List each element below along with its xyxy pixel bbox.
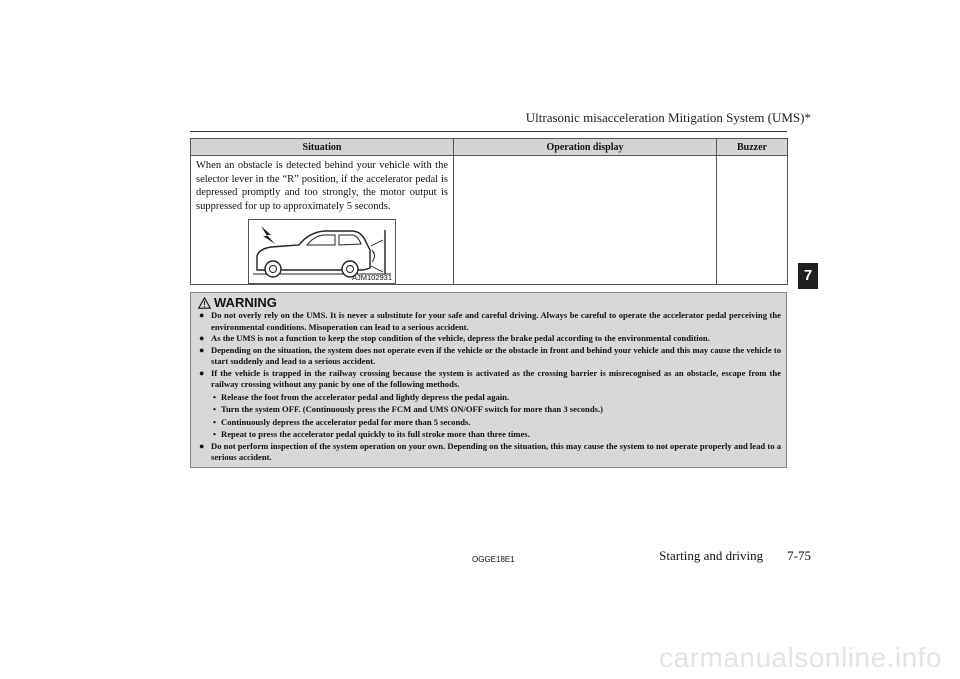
sub-bullet-icon: •	[213, 429, 217, 439]
sub-item-text: Repeat to press the accelerator pedal quickly to its full stroke more than three times.	[221, 429, 530, 439]
sub-bullet-icon: •	[213, 416, 217, 427]
warning-text: If the vehicle is trapped in the railway crossing because the system is activated as the crossing barrier is misrecognised as an obstacle, escape from the railway crossing without any panic by one of the following methods.	[211, 367, 781, 389]
sub-list-item	[199, 429, 781, 441]
sub-item-text: Continuously depress the accelerator pedal for more than 5 seconds.	[221, 416, 471, 427]
column-header-operation-display: Operation display	[454, 139, 717, 156]
column-header-situation: Situation	[191, 139, 454, 156]
bullet-icon: ●	[199, 344, 205, 355]
document-code: OGGE18E1	[472, 555, 515, 564]
page-number: 7-75	[787, 548, 811, 563]
bullet-icon: ●	[199, 333, 205, 343]
page-header-title: Ultrasonic misacceleration Mitigation System (UMS)*	[525, 110, 811, 125]
sub-list-item	[199, 404, 781, 416]
watermark: carmanualsonline.info	[659, 642, 942, 673]
bullet-icon: ●	[199, 310, 205, 320]
list-item	[199, 368, 781, 391]
warning-text: As the UMS is not a function to keep the stop condition of the vehicle, depress the brake pedal according to the environmental condition.	[211, 333, 710, 343]
sub-bullet-icon: •	[213, 391, 217, 402]
sub-item-text: Release the foot from the accelerator pedal and lightly depress the pedal again.	[221, 391, 510, 402]
column-header-buzzer: Buzzer	[717, 139, 788, 156]
warning-text: Do not perform inspection of the system operation on your own. Depending on the situation, this may cause the system to not operate properly and lead to a serious accident.	[211, 440, 781, 462]
warning-box	[190, 292, 787, 468]
list-item	[199, 310, 781, 333]
bullet-icon: ●	[199, 440, 205, 451]
warning-heading	[198, 295, 277, 310]
chapter-tab: 7	[798, 263, 818, 289]
header-rule	[190, 131, 787, 132]
list-item	[199, 345, 781, 368]
warning-triangle-icon	[198, 297, 211, 309]
operation-display-cell	[454, 156, 717, 285]
footer-section: Starting and driving	[659, 548, 764, 563]
figure-code: AJM102931	[351, 273, 392, 282]
table-row	[191, 156, 788, 285]
warning-list	[199, 310, 781, 464]
situation-table	[190, 138, 788, 285]
warning-text: Do not overly rely on the UMS. It is never a substitute for your safe and careful driving. Always be careful to operate the accelerator pedal perceiving the environmental conditions. Misoperation can lead to a serious accident.	[211, 310, 781, 332]
warning-title: WARNING	[214, 295, 277, 310]
situation-text: When an obstacle is detected behind your vehicle with the selector lever in the “R” position, if the accelerator pedal is depressed promptly and too strongly, the motor output is suppressed for up to approximately 5 seconds.	[196, 160, 448, 212]
sub-list-item	[199, 392, 781, 404]
buzzer-cell	[717, 156, 788, 285]
sub-bullet-icon: •	[213, 404, 217, 414]
sub-list-item	[199, 417, 781, 429]
list-item	[199, 333, 781, 345]
vehicle-reverse-illustration	[248, 219, 396, 284]
bullet-icon: ●	[199, 367, 205, 378]
page-footer	[659, 548, 811, 564]
list-item	[199, 441, 781, 464]
warning-text: Depending on the situation, the system does not operate even if the vehicle or the obstacle in front and behind your vehicle and this may cause the vehicle to start suddenly and lead to a serious accident.	[211, 344, 781, 366]
sub-item-text: Turn the system OFF. (Continuously press the FCM and UMS ON/OFF switch for more than 3 seconds.)	[221, 404, 603, 414]
situation-cell	[191, 156, 454, 285]
